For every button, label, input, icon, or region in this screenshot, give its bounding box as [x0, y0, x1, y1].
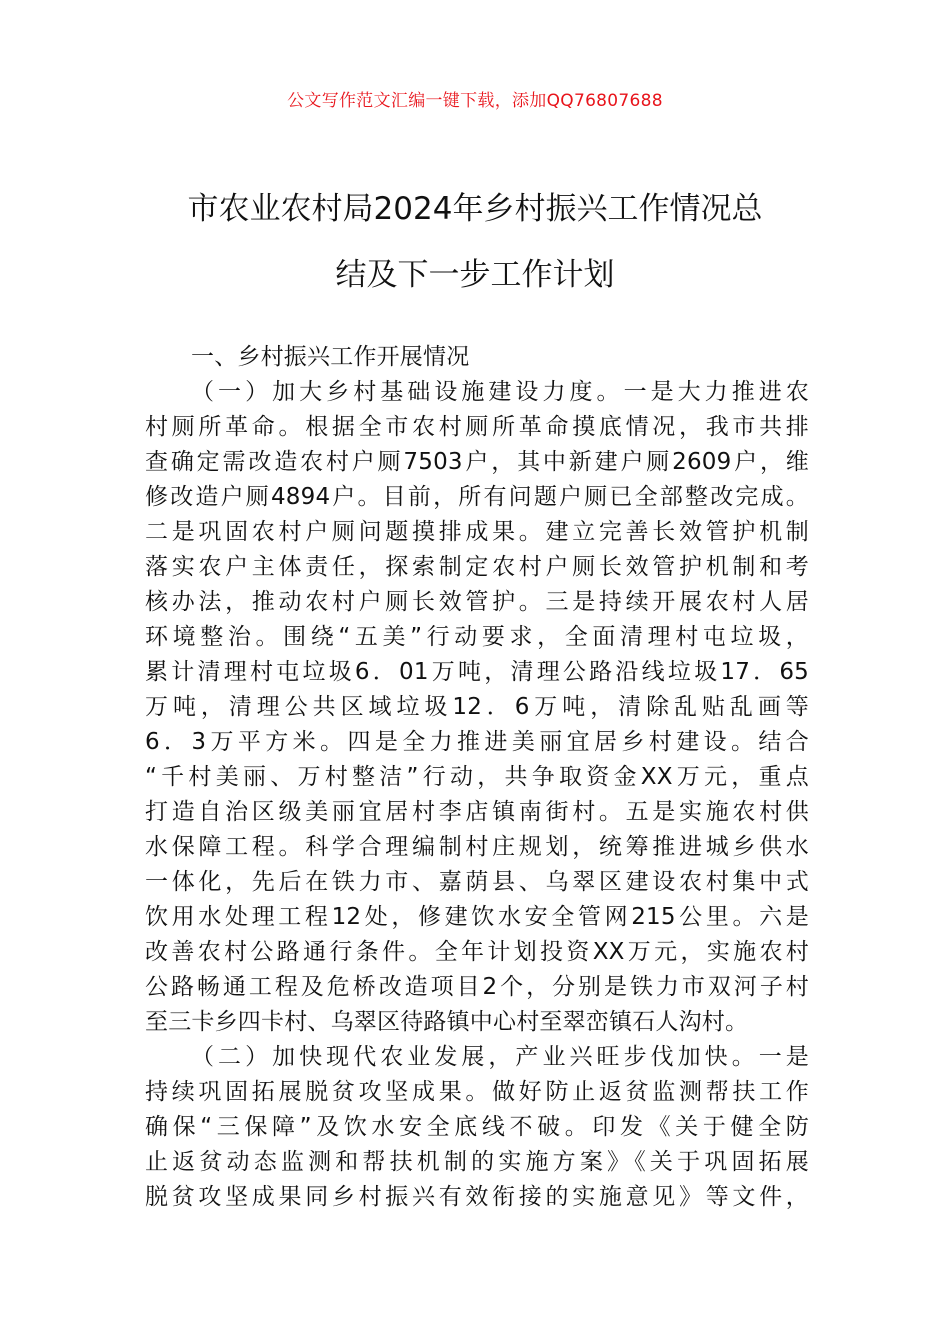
- document-title: [120, 176, 830, 308]
- watermark-download-note: 公文写作范文汇编一键下载，添加QQ76807688: [287, 91, 663, 111]
- paragraph-1-line: 改善农村公路通行条件。全年计划投资XX万元，实施农村: [145, 939, 809, 965]
- paragraph-1-line: 公路畅通工程及危桥改造项目2个，分别是铁力市双河子村: [145, 974, 809, 1000]
- paragraph-1-line: 6．3万平方米。四是全力推进美丽宜居乡村建设。结合: [145, 729, 809, 755]
- paragraph-1-line: 查确定需改造农村户厕7503户，其中新建户厕2609户，维: [145, 449, 809, 475]
- paragraph-1-line: 落实农户主体责任，探索制定农村户厕长效管护机制和考: [145, 554, 809, 580]
- paragraph-1-line: 至三卡乡四卡村、乌翠区待路镇中心村至翠峦镇石人沟村。: [145, 1009, 749, 1035]
- paragraph-1-line: 修改造户厕4894户。目前，所有问题户厕已全部整改完成。: [145, 484, 809, 510]
- paragraph-2-line: 止返贫动态监测和帮扶机制的实施方案》《关于巩固拓展: [145, 1149, 809, 1175]
- paragraph-1-line: 饮用水处理工程12处，修建饮水安全管网215公里。六是: [145, 904, 809, 930]
- paragraph-1-line: “千村美丽、万村整洁”行动，共争取资金XX万元，重点: [145, 764, 809, 790]
- paragraph-1-line: 累计清理村屯垃圾6．01万吨，清理公路沿线垃圾17．65: [145, 659, 809, 685]
- title-line-1: 市农业农村局2024年乡村振兴工作情况总: [187, 191, 763, 227]
- paragraph-2-line: 确保“三保障”及饮水安全底线不破。印发《关于健全防: [145, 1114, 809, 1140]
- paragraph-2-line: 脱贫攻坚成果同乡村振兴有效衔接的实施意见》等文件，: [145, 1184, 809, 1210]
- paragraph-2-line: （二）加快现代农业发展，产业兴旺步伐加快。一是: [191, 1044, 809, 1070]
- paragraph-1-line: 水保障工程。科学合理编制村庄规划，统筹推进城乡供水: [145, 834, 809, 860]
- title-line-2: 结及下一步工作计划: [335, 257, 615, 293]
- section-heading-1: 一、乡村振兴工作开展情况: [191, 344, 470, 370]
- paragraph-1-line: 一体化，先后在铁力市、嘉荫县、乌翠区建设农村集中式: [145, 869, 809, 895]
- document-body: [145, 340, 809, 1215]
- paragraph-1-line: 二是巩固农村户厕问题摸排成果。建立完善长效管护机制: [145, 519, 809, 545]
- paragraph-1-line: 万吨，清理公共区域垃圾12．6万吨，清除乱贴乱画等: [145, 694, 809, 720]
- paragraph-1-line: 打造自治区级美丽宜居村李店镇南街村。五是实施农村供: [145, 799, 809, 825]
- paragraph-1-line: 村厕所革命。根据全市农村厕所革命摸底情况，我市共排: [145, 414, 809, 440]
- paragraph-1-line: （一）加大乡村基础设施建设力度。一是大力推进农: [191, 379, 809, 405]
- paragraph-1-line: 核办法，推动农村户厕长效管护。三是持续开展农村人居: [145, 589, 809, 615]
- paragraph-1-line: 环境整治。围绕“五美”行动要求，全面清理村屯垃圾，: [145, 624, 809, 650]
- paragraph-2-line: 持续巩固拓展脱贫攻坚成果。做好防止返贫监测帮扶工作: [145, 1079, 809, 1105]
